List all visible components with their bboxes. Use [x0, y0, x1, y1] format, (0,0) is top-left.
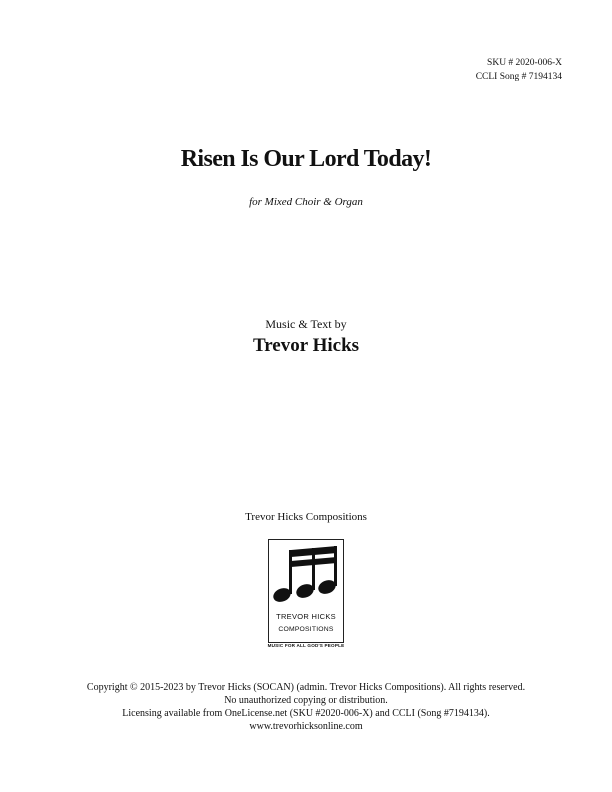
- sku-number: SKU # 2020-006-X: [487, 58, 562, 68]
- composer-name: Trevor Hicks: [252, 335, 360, 356]
- credit-label: Music & Text by: [265, 317, 347, 331]
- logo-text-line1: TREVOR HICKS: [276, 612, 336, 621]
- publisher-logo: [268, 539, 344, 643]
- distribution-notice: No unauthorized copying or distribution.: [224, 695, 388, 706]
- ccli-number: CCLI Song # 7194134: [475, 72, 562, 82]
- page-title: Risen Is Our Lord Today!: [180, 146, 432, 172]
- subtitle: for Mixed Choir & Organ: [249, 196, 363, 208]
- licensing-notice: Licensing available from OneLicense.net (SKU #2020-006-X) and CCLI (Song #7194134).: [122, 708, 490, 719]
- logo-tagline: MUSIC FOR ALL GOD'S PEOPLE: [267, 643, 345, 648]
- website-link[interactable]: www.trevorhicksonline.com: [249, 721, 363, 732]
- sku-block: [476, 56, 562, 84]
- copyright-line: Copyright © 2015-2023 by Trevor Hicks (SOCAN) (admin. Trevor Hicks Compositions). All rights reserved.: [86, 682, 526, 693]
- copyright-block: [0, 681, 612, 733]
- logo-text-line2: COMPOSITIONS: [278, 626, 334, 633]
- publisher-name: Trevor Hicks Compositions: [245, 511, 367, 523]
- music-notes-icon: [272, 544, 340, 608]
